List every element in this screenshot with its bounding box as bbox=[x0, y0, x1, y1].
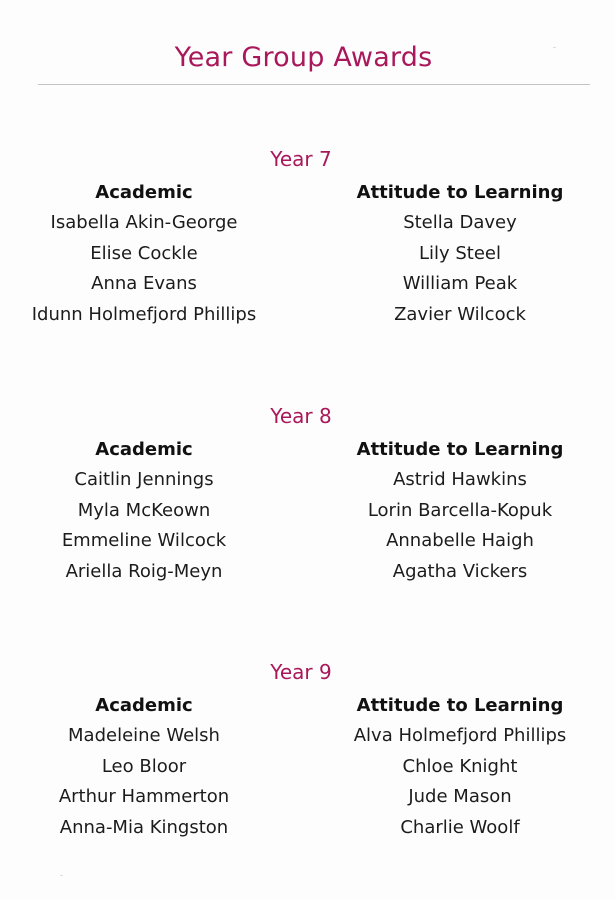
academic-list bbox=[14, 465, 274, 587]
title-divider bbox=[38, 84, 590, 85]
academic-column bbox=[14, 435, 274, 587]
academic-heading: Academic bbox=[95, 695, 193, 716]
list-item: Ariella Roig-Meyn bbox=[65, 560, 223, 582]
academic-heading: Academic bbox=[95, 439, 193, 460]
list-item: Lily Steel bbox=[418, 242, 502, 264]
attitude-list bbox=[330, 208, 590, 330]
year-heading: Year 9 bbox=[270, 660, 332, 684]
list-item: Idunn Holmefjord Phillips bbox=[31, 303, 257, 325]
academic-list bbox=[14, 208, 274, 330]
paper-speck bbox=[60, 875, 63, 876]
list-item: Agatha Vickers bbox=[392, 560, 528, 582]
list-item: Myla McKeown bbox=[77, 499, 211, 521]
list-item: Annabelle Haigh bbox=[386, 530, 534, 551]
academic-column bbox=[14, 178, 274, 330]
list-item: Lorin Barcella-Kopuk bbox=[367, 499, 553, 521]
list-item: Astrid Hawkins bbox=[393, 469, 527, 490]
list-item: Anna Evans bbox=[91, 273, 197, 294]
list-item: Chloe Knight bbox=[402, 755, 518, 777]
attitude-column bbox=[330, 435, 590, 587]
list-item: Leo Bloor bbox=[101, 755, 187, 777]
attitude-heading: Attitude to Learning bbox=[356, 182, 564, 203]
list-item: Alva Holmefjord Phillips bbox=[353, 725, 567, 746]
academic-column bbox=[14, 691, 274, 843]
list-item: Jude Mason bbox=[408, 786, 512, 807]
list-item: William Peak bbox=[402, 273, 518, 294]
list-item: Isabella Akin-George bbox=[50, 212, 238, 233]
list-item: Elise Cockle bbox=[90, 242, 198, 264]
list-item: Emmeline Wilcock bbox=[61, 530, 227, 551]
attitude-list bbox=[330, 465, 590, 587]
list-item: Arthur Hammerton bbox=[58, 786, 230, 807]
academic-heading: Academic bbox=[95, 182, 193, 203]
year-heading: Year 8 bbox=[270, 404, 332, 428]
list-item: Caitlin Jennings bbox=[74, 469, 214, 490]
list-item: Madeleine Welsh bbox=[68, 725, 220, 746]
list-item: Stella Davey bbox=[403, 212, 517, 233]
attitude-column bbox=[330, 691, 590, 843]
academic-list bbox=[14, 721, 274, 843]
year-heading: Year 7 bbox=[270, 147, 332, 171]
page-title: Year Group Awards bbox=[174, 42, 433, 73]
list-item: Zavier Wilcock bbox=[394, 303, 526, 325]
attitude-column bbox=[330, 178, 590, 330]
paper-speck bbox=[553, 47, 556, 48]
attitude-heading: Attitude to Learning bbox=[356, 695, 564, 716]
attitude-heading: Attitude to Learning bbox=[356, 439, 564, 460]
list-item: Anna-Mia Kingston bbox=[59, 816, 229, 838]
list-item: Charlie Woolf bbox=[400, 816, 520, 838]
attitude-list bbox=[330, 721, 590, 843]
